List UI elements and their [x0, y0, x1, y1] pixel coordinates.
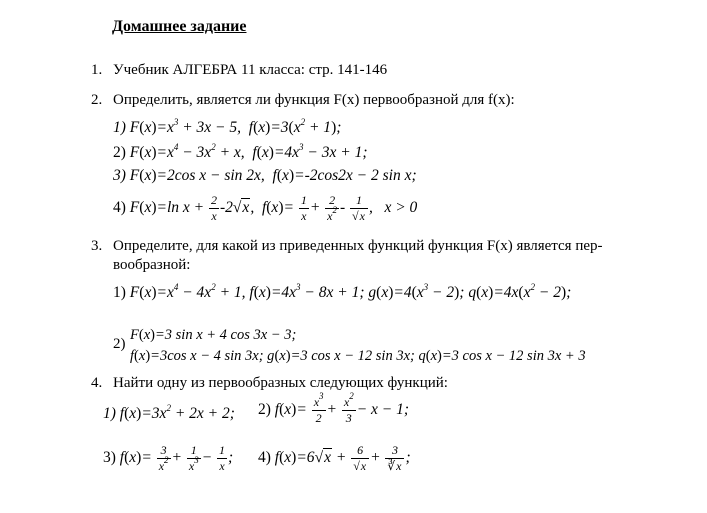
task-2-item-4: 4) F(x)=ln x + $\frac{2}{x}$ -2√x, f(x)= $\frac{1}{x}$ + $\frac{2}{x^2}$ - $\frac{1}{√x}$ , x > 0	[113, 193, 418, 223]
task-2-item-1: 1) $F(x)=x^3 + 3x - 5$, $f(x)=3(x^2 + 1)$;	[113, 117, 342, 136]
task-1-number: 1.	[91, 62, 103, 78]
task-2-item-3-label: 3)	[113, 167, 126, 184]
task-4-text: Найти одну из первообразных следующих функций:	[113, 375, 448, 391]
task-4-item-2: 2) f(x)= $\frac{x^3}{2}$ + $\frac{x^2}{3}$ − x − 1;	[258, 391, 410, 425]
task-2-item-4-label: 4)	[113, 199, 126, 217]
task-2-number: 2.	[91, 92, 103, 108]
task-3-item-2-line-1: F(x)=3 sin x + 4 cos 3x − 3;	[130, 327, 297, 343]
task-4-item-2-label: 2)	[258, 401, 271, 419]
task-3-item-1-label: 1)	[113, 284, 126, 301]
task-2-item-3: 3) F(x)=2cos x − sin 2x, f(x)=-2cos2x − 2 sin x;	[113, 167, 417, 184]
task-3-item-2-line-2: f(x)=3cos x − 4 sin 3x; g(x)=3 cos x − 12 sin 3x; q(x)=3 cos x − 12 sin 3x + 3	[130, 348, 586, 364]
task-4-item-3-label: 3)	[103, 449, 116, 467]
task-2-item-2-label: 2)	[113, 144, 126, 161]
task-4-number: 4.	[91, 375, 103, 391]
task-4-item-4: 4) f(x)=6√x + $\frac{6}{√x}$ + $\frac{3}{∛x}$ ;	[258, 443, 411, 473]
task-2-item-2: 2) $F(x)=x^4 - 3x^2 + x$, $f(x)=4x^3 - 3x + 1$;	[113, 142, 368, 161]
task-1-text: Учебник АЛГЕБРА 11 класса: стр. 141-146	[113, 62, 388, 78]
task-2-item-1-label: 1)	[113, 119, 126, 136]
task-4-item-1-label: 1)	[103, 405, 116, 422]
task-4-item-4-label: 4)	[258, 449, 271, 467]
task-3-item-1: 1) $F(x)=x^4 - 4x^2 + 1$, $f(x)=4x^3 - 8x + 1$; $g(x)=4(x^3 - 2)$; $q(x)=4x(x^2 - 2)$;	[113, 282, 572, 301]
task-3-item-2-label: 2)	[113, 336, 126, 352]
task-2-text: Определить, является ли функция F(x) первообразной для f(x):	[113, 92, 515, 108]
task-3-text-line-1: Определите, для какой из приведенных функций функция F(x) является пер-	[113, 238, 603, 254]
task-4-item-3: 3) f(x)= $\frac{3}{x^2}$ + $\frac{1}{x^3}$ − $\frac{1}{x}$ ;	[103, 443, 234, 473]
page-title: Домашнее задание	[112, 18, 247, 35]
task-3-text-line-2: вообразной:	[113, 257, 191, 273]
task-3-number: 3.	[91, 238, 103, 254]
task-4-item-1: 1) $f(x)=3x^2 + 2x + 2$;	[103, 403, 235, 422]
